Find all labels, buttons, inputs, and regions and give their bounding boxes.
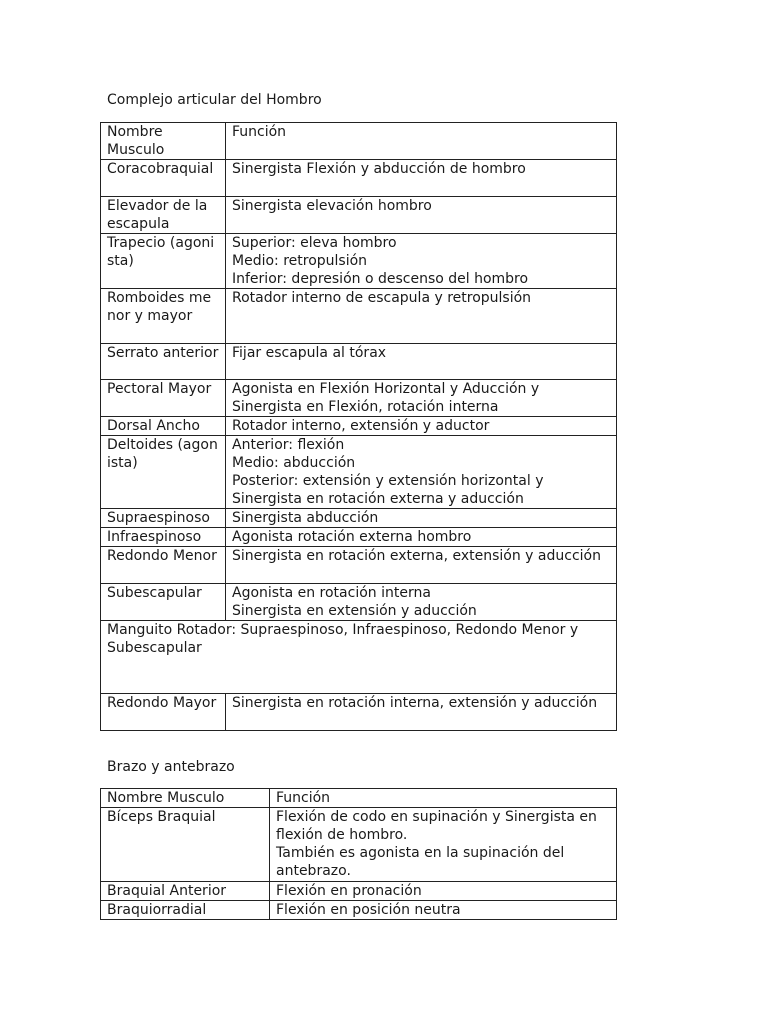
function-line: Inferior: depresión o descenso del hombro [232,271,529,287]
muscle-function [226,234,617,289]
table-row [101,509,617,528]
header-muscle-name: Nombre Musculo [101,123,226,160]
function-line: Anterior: flexión [232,437,345,453]
function-line: Fijar escapula al tórax [232,345,387,361]
table-row-spanning-note [101,621,617,694]
table-header-row [101,789,617,808]
muscle-function [226,694,617,731]
table-header-row [101,123,617,160]
muscle-name: Dorsal Ancho [101,417,226,436]
muscle-function [226,509,617,528]
header-function: Función [270,789,617,808]
table-row [101,417,617,436]
function-line: Flexión en pronación [276,883,422,899]
muscle-name: Subescapular [101,584,226,621]
muscle-function [226,547,617,584]
muscle-name: Redondo Menor [101,547,226,584]
rotator-cuff-note: Manguito Rotador: Supraespinoso, Infraespinoso, Redondo Menor y Subescapular [101,621,617,694]
muscle-name: Serrato anterior [101,344,226,380]
muscle-function [226,436,617,509]
arm-muscles-table [100,788,617,920]
function-line: Sinergista en rotación interna, extensión y aducción [232,695,598,711]
muscle-function [226,417,617,436]
table-row [101,901,617,920]
muscle-name: Romboides menor y mayor [101,289,226,344]
muscle-function [270,808,617,882]
muscle-name: Redondo Mayor [101,694,226,731]
table-row [101,234,617,289]
table-row [101,584,617,621]
table-row [101,547,617,584]
function-line: Sinergista Flexión y abducción de hombro [232,161,526,177]
muscle-name: Coracobraquial [101,160,226,197]
table-row [101,197,617,234]
table-row [101,160,617,197]
muscle-name: Braquial Anterior [101,882,270,901]
function-line: Agonista en rotación interna [232,585,431,601]
muscle-name: Supraespinoso [101,509,226,528]
muscle-function [270,882,617,901]
function-line: Agonista en Flexión Horizontal y Aducción y Sinergista en Flexión, rotación interna [232,381,540,415]
muscle-function [270,901,617,920]
table-row [101,808,617,882]
table-row [101,289,617,344]
table-row [101,882,617,901]
table-row [101,344,617,380]
muscle-function [226,289,617,344]
function-line: Sinergista abducción [232,510,379,526]
muscle-function [226,584,617,621]
table-row [101,694,617,731]
function-line: Posterior: extensión y extensión horizontal y Sinergista en rotación externa y aducción [232,473,544,507]
function-line: Rotador interno de escapula y retropulsión [232,290,532,306]
function-line: Sinergista en rotación externa, extensión y aducción [232,548,601,564]
function-line: Flexión en posición neutra [276,902,461,918]
function-line: Flexión de codo en supinación y Sinergista en flexión de hombro. [276,809,597,843]
muscle-function [226,528,617,547]
muscle-function [226,197,617,234]
table-row [101,528,617,547]
table-row [101,436,617,509]
function-line: También es agonista en la supinación del antebrazo. [276,845,565,879]
shoulder-muscles-table [100,122,617,731]
section-title-shoulder: Complejo articular del Hombro [107,92,322,108]
function-line: Rotador interno, extensión y aductor [232,418,490,434]
table-row [101,380,617,417]
muscle-name: Bíceps Braquial [101,808,270,882]
section-title-arm: Brazo y antebrazo [107,759,235,775]
muscle-name: Trapecio (agonista) [101,234,226,289]
muscle-name: Infraespinoso [101,528,226,547]
function-line: Sinergista en extensión y aducción [232,603,477,619]
function-line: Agonista rotación externa hombro [232,529,472,545]
function-line: Superior: eleva hombro [232,235,397,251]
muscle-name: Deltoides (agonista) [101,436,226,509]
muscle-name: Elevador de la escapula [101,197,226,234]
function-line: Sinergista elevación hombro [232,198,432,214]
function-line: Medio: abducción [232,455,356,471]
muscle-name: Braquiorradial [101,901,270,920]
header-function: Función [226,123,617,160]
function-line: Medio: retropulsión [232,253,368,269]
muscle-function [226,380,617,417]
muscle-name: Pectoral Mayor [101,380,226,417]
muscle-function [226,160,617,197]
header-muscle-name: Nombre Musculo [101,789,270,808]
muscle-function [226,344,617,380]
